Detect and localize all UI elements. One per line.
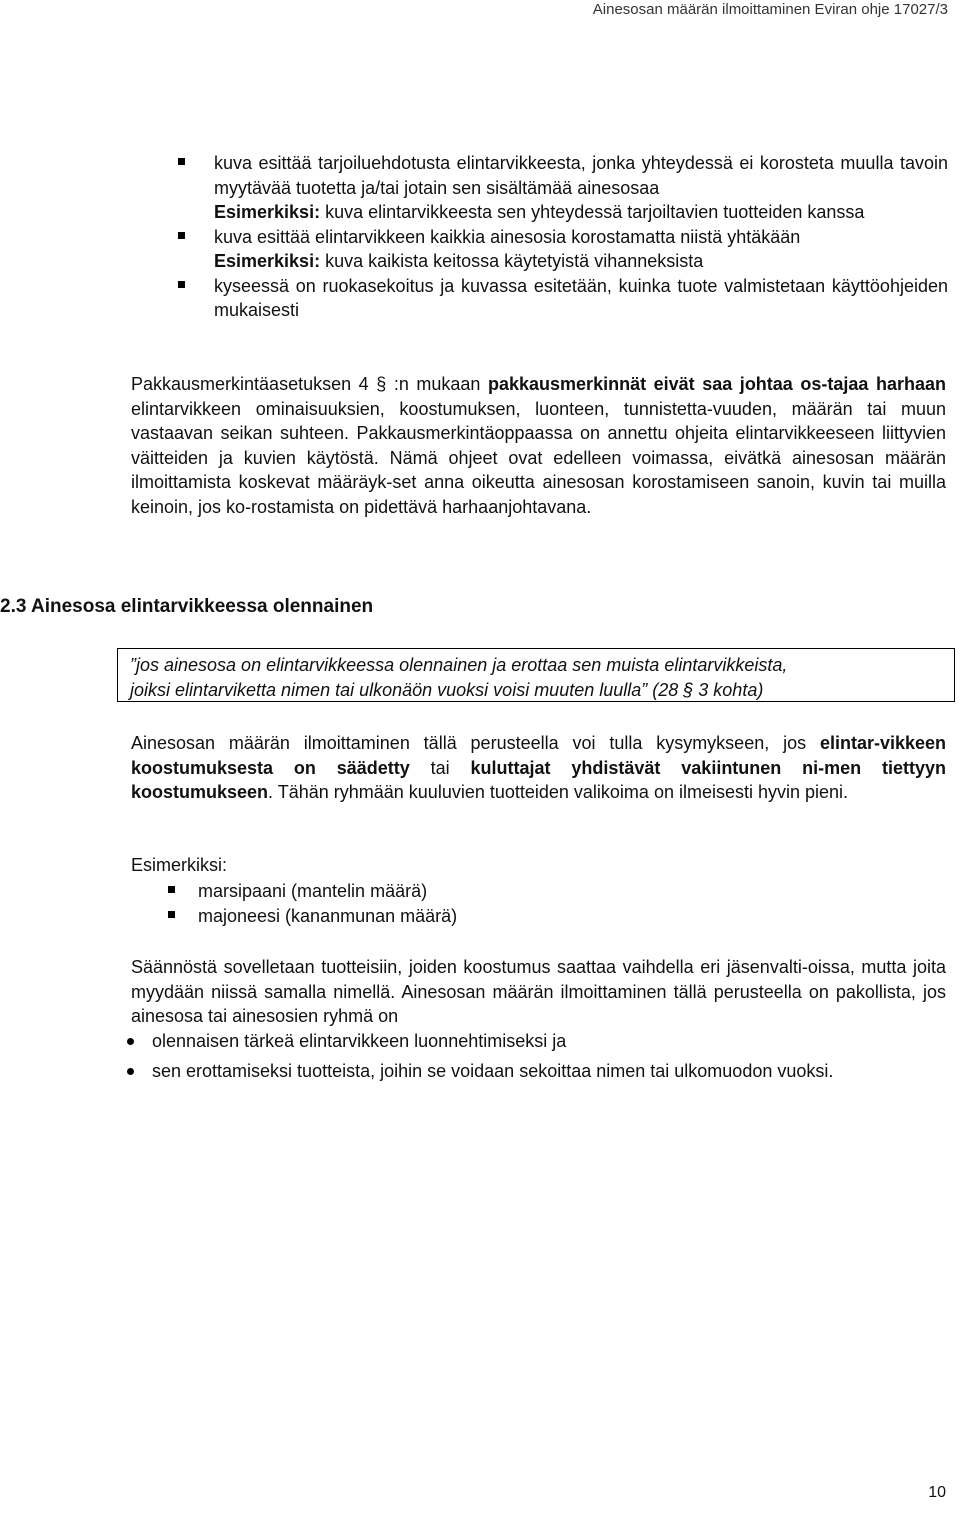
list-item-text: sen erottamiseksi tuotteista, joihin se voidaan sekoittaa nimen tai ulkomuodon vuoksi. [152, 1060, 834, 1081]
example-text: kuva kaikista keitossa käytetyistä vihanneksista [320, 251, 704, 271]
paragraph-member-states: Säännöstä sovelletaan tuotteisiin, joiden koostumus saattaa vaihdella eri jäsenvalti-oissa, mutta joita myydään niissä samalla nimellä. Ainesosan määrän ilmoittaminen tällä perusteella on pakollista, jos ainesosa tai ainesosien ryhmä on [131, 957, 946, 1026]
running-header: Ainesosan määrän ilmoittaminen Eviran ohje 17027/3 [592, 1, 948, 18]
paragraph-text: . Tähän ryhmään kuuluvien tuotteiden valikoima on ilmeisesti hyvin pieni. [268, 782, 849, 802]
paragraph-text: Ainesosan määrän ilmoittaminen tällä perusteella voi tulla kysymykseen, jos [131, 733, 820, 753]
legal-quote-box [117, 648, 955, 702]
example-label: Esimerkiksi: [214, 251, 321, 271]
list-item-text: olennaisen tärkeä elintarvikkeen luonnehtimiseksi ja [152, 1031, 567, 1051]
example-text: kuva elintarvikkeesta sen yhteydessä tarjoiltavien tuotteiden kanssa [320, 202, 865, 222]
square-bullet-icon [178, 281, 185, 288]
conditions-list [131, 1029, 946, 1088]
list-item-text: marsipaani (mantelin määrä) [198, 881, 428, 901]
list-item-text: kyseessä on ruokasekoitus ja kuvassa esitetään, kuinka tuote valmistetaan käyttöohjeiden mukaisesti [214, 275, 948, 320]
list-item [178, 274, 948, 323]
emphasis-text: pakkausmerkinnät eivät saa johtaa os-tajaa harhaan [488, 374, 946, 394]
square-bullet-icon [178, 158, 185, 165]
square-bullet-icon [168, 911, 175, 918]
examples-list [168, 879, 457, 928]
emphasis-text: kuluttajat yhdistävät vakiintunen ni-men tiettyyn koostumukseen [131, 757, 947, 802]
list-item [168, 904, 457, 929]
quote-line: joiksi elintarviketta nimen tai ulkonäön vuoksi voisi muuten luulla” (28 § 3 kohta) [130, 679, 764, 700]
section-heading: 2.3 Ainesosa elintarvikkeessa olennainen [0, 596, 374, 617]
round-bullet-icon [127, 1038, 134, 1045]
page-number: 10 [928, 1484, 946, 1501]
list-item [178, 151, 948, 225]
list-item-text: majoneesi (kananmunan määrä) [198, 905, 458, 926]
paragraph-labelling-regulation [131, 372, 946, 519]
criteria-list [178, 151, 948, 323]
round-bullet-icon [127, 1068, 134, 1075]
paragraph-composition [131, 731, 946, 805]
list-item [168, 879, 457, 904]
quote-line: ”jos ainesosa on elintarvikkeessa olennainen ja erottaa sen muista elintarvikkeista, [130, 655, 788, 675]
list-item [131, 1029, 946, 1054]
paragraph-text: elintarvikkeen ominaisuuksien, koostumuksen, luonteen, tunnistetta-vuuden, määrän tai muun vastaavan seikan suhteen. Pakkausmerkintäoppaassa on annettu ohjeita elintarvikkeeseen liittyvien väitteiden ja kuvien käytöstä. Nämä ohjeet ovat edelleen voimassa, eivätkä ainesosan määrän ilmoittamista koskevat määräyk-set anna oikeutta ainesosan korostamiseen sanoin, kuvin tai muilla keinoin, jos ko-rostamista on pidettävä harhaanjohtavana. [131, 398, 946, 517]
list-item [178, 225, 948, 274]
paragraph-text: Pakkausmerkintäasetuksen 4 § :n mukaan [131, 374, 488, 394]
list-item [131, 1059, 946, 1084]
emphasis-text: elintar-vikkeen koostumuksesta on säädetty [131, 733, 946, 778]
list-item-text: kuva esittää tarjoiluehdotusta elintarvikkeesta, jonka yhteydessä ei korosteta muulla tavoin myytävää tuotetta ja/tai jotain sen sisältämää ainesosaa [214, 153, 948, 198]
square-bullet-icon [168, 886, 175, 893]
example-label: Esimerkiksi: [214, 202, 321, 222]
paragraph-text: tai [409, 757, 471, 778]
square-bullet-icon [178, 232, 185, 239]
examples-label: Esimerkiksi: [131, 855, 228, 875]
list-item-text: kuva esittää elintarvikkeen kaikkia ainesosia korostamatta niistä yhtäkään [214, 226, 801, 247]
